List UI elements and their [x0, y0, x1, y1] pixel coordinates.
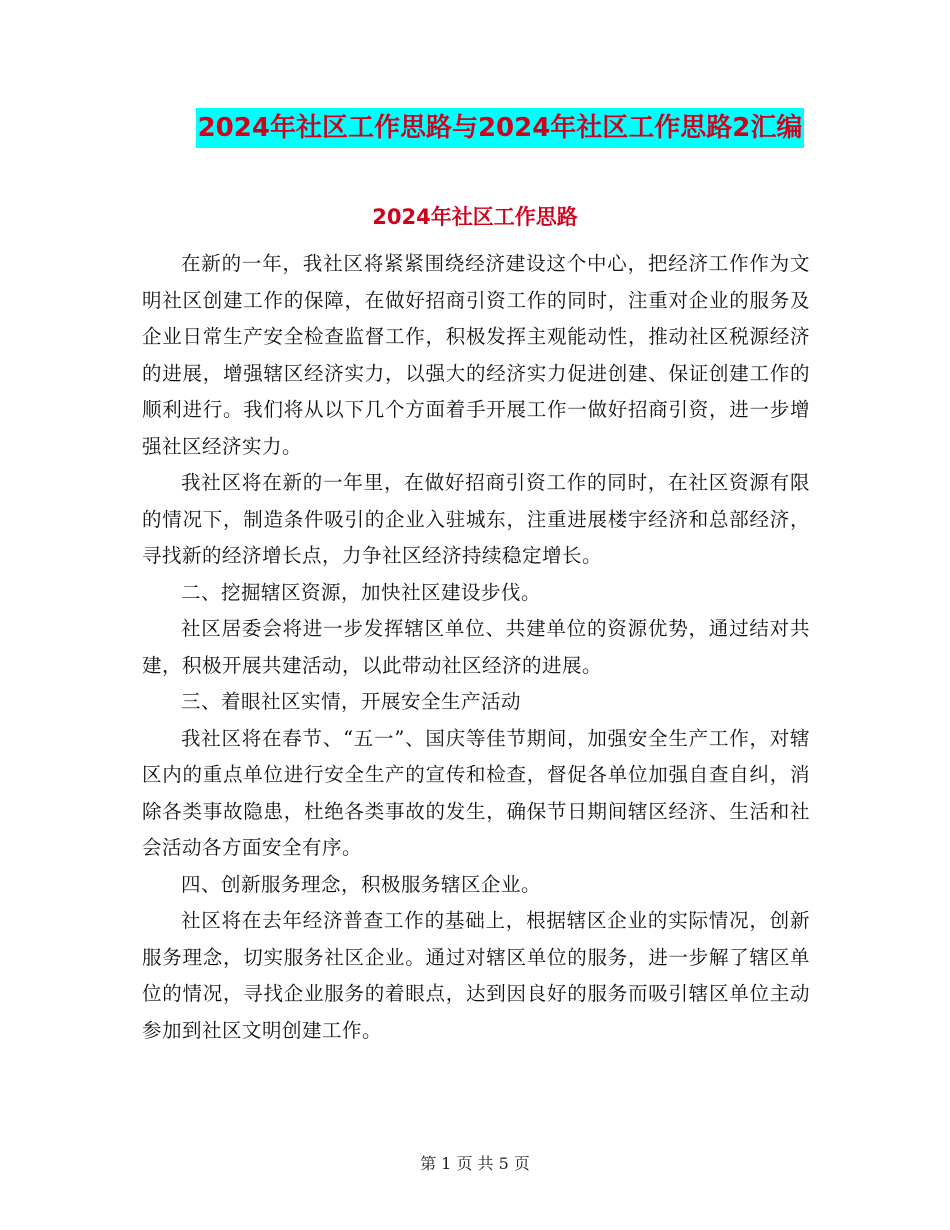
document-title-container — [0, 108, 950, 148]
page-footer: 第 1 页 共 5 页 — [420, 1154, 530, 1173]
paragraph: 在新的一年，我社区将紧紧围绕经济建设这个中心，把经济工作作为文明社区创建工作的保障，在做好招商引资工作的同时，注重对企业的服务及企业日常生产安全检查监督工作，积极发挥主观能动性，推动社区税源经济的进展，增强辖区经济实力，以强大的经济实力促进创建、保证创建工作的顺利进行。我们将从以下几个方面着手开展工作一做好招商引资，进一步增强社区经济实力。 — [142, 252, 810, 458]
section-heading: 二、挖掘辖区资源，加快社区建设步伐。 — [181, 580, 542, 604]
section-title: 2024年社区工作思路 — [372, 205, 578, 229]
section-heading: 三、着眼社区实情，开展安全生产活动 — [181, 690, 522, 713]
paragraph: 我社区将在新的一年里，在做好招商引资工作的同时，在社区资源有限的情况下，制造条件吸引的企业入驻城东，注重进展楼宇经济和总部经济，寻找新的经济增长点，力争社区经济持续稳定增长。 — [142, 471, 810, 567]
paragraph: 我社区将在春节、“五一”、国庆等佳节期间，加强安全生产工作，对辖区内的重点单位进行安全生产的宣传和检查，督促各单位加强自查自纠，消除各类事故隐患，杜绝各类事故的发生，确保节日期间辖区经济、生活和社会活动各方面安全有序。 — [142, 726, 810, 859]
paragraph: 社区将在去年经济普查工作的基础上，根据辖区企业的实际情况，创新服务理念，切实服务社区企业。通过对辖区单位的服务，进一步解了辖区单位的情况，寻找企业服务的着眼点，达到因良好的服务而吸引辖区单位主动参加到社区文明创建工作。 — [142, 909, 810, 1042]
section-heading: 四、创新服务理念，积极服务辖区企业。 — [181, 872, 542, 896]
document-body — [142, 246, 810, 1049]
document-title: 2024年社区工作思路与2024年社区工作思路2汇编 — [196, 108, 805, 148]
paragraph: 社区居委会将进一步发挥辖区单位、共建单位的资源优势，通过结对共建，积极开展共建活动，以此带动社区经济的进展。 — [142, 617, 810, 677]
